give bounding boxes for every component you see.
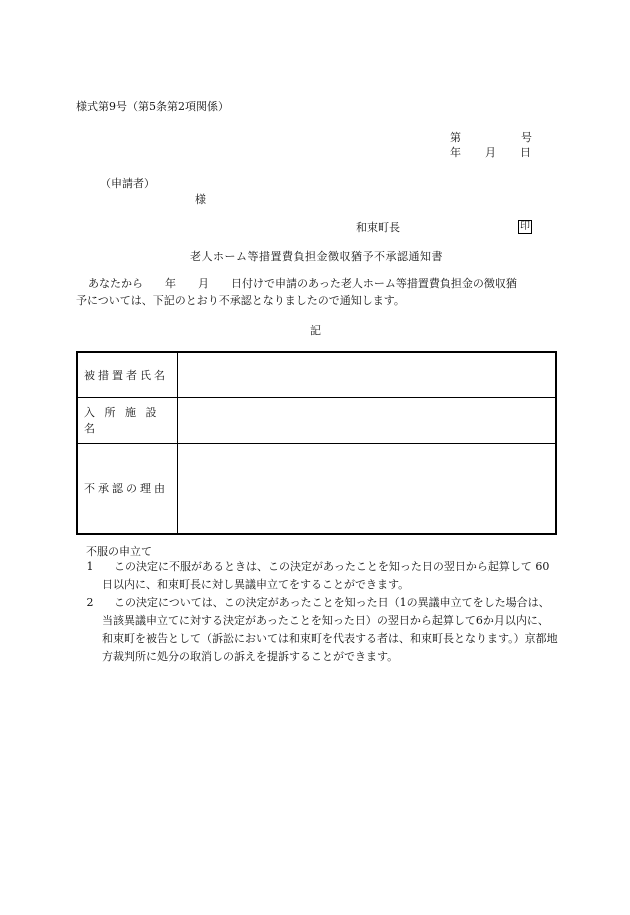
applicant-honorific: 様 [195, 193, 206, 206]
intro-line-1: あなたから 年 月 日付けで申請のあった老人ホーム等措置費負担金の徴収猶 [88, 277, 517, 290]
row-value-facility [178, 397, 557, 443]
intro-line-2: 予については、下記のとおり不承認となりましたので通知します。 [76, 294, 405, 307]
date-day: 日 [520, 146, 531, 159]
objection-item-text: この決定に不服があるときは、この決定があったことを知った日の翌日から起算して 60 日以内に、和束町長に対し異議申立てをすることができます。 [102, 560, 550, 591]
objection-heading: 不服の申立て [86, 545, 152, 558]
row-value-reason [178, 443, 557, 534]
document-date [450, 144, 531, 160]
objection-item-text: この決定については、この決定があったことを知った日（1の異議申立てをした場合は、当該異議申立てに対する決定があったことを知った日）の翌日から起算して6か月以内に、和束町を被告として（訴訟においては和束町を代表する者は、和束町長となります。）京都地方裁判所に処分の取消しの訴えを提訴することができます。 [102, 596, 558, 663]
number-suffix: 号 [521, 131, 532, 144]
date-year: 年 [450, 146, 461, 159]
row-label-reason: 不承認の理由 [77, 443, 178, 534]
number-prefix: 第 [450, 131, 461, 144]
row-label-facility: 入 所 施 設 名 [77, 397, 178, 443]
ki-marker: 記 [310, 324, 321, 337]
document-number [450, 129, 532, 145]
applicant-label: （申請者） [100, 177, 155, 190]
issuer-seal [514, 219, 532, 234]
seal-mark: 印 [520, 221, 530, 232]
objection-item-number: 2 [86, 596, 94, 609]
document-title: 老人ホーム等措置費負担金徴収猶予不承認通知書 [190, 250, 443, 263]
form-reference: 様式第9号（第5条第2項関係） [76, 100, 229, 113]
intro-paragraph [76, 275, 556, 309]
table-row [77, 397, 556, 443]
table-row [77, 352, 556, 397]
issuer-name: 和束町長 [356, 221, 400, 234]
objection-item-number: 1 [86, 560, 94, 573]
objection-item-2 [86, 594, 558, 666]
row-label-name: 被措置者氏名 [77, 352, 178, 397]
objection-item-1 [86, 558, 558, 594]
notice-table [76, 351, 557, 535]
row-value-name [178, 352, 557, 397]
date-month: 月 [485, 146, 496, 159]
table-row [77, 443, 556, 534]
